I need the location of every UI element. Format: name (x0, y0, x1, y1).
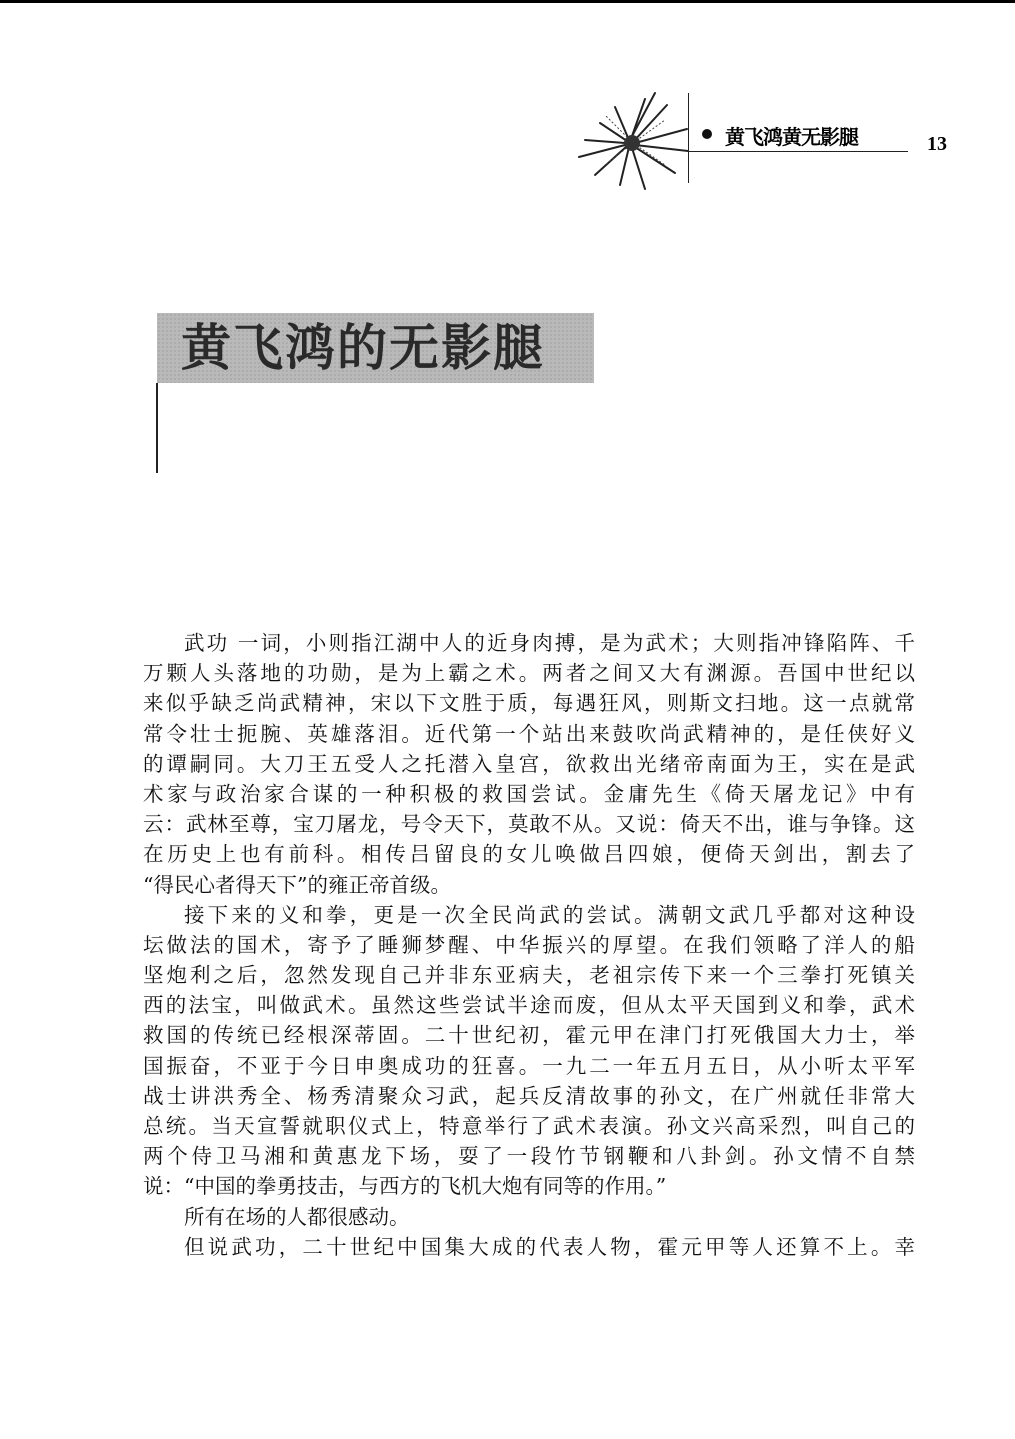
text-line: 武功 一词，小则指江湖中人的近身肉搏，是为武术；大则指冲锋陷阵、千 (184, 631, 915, 655)
text-line: 所有在场的人都很感动。 (184, 1204, 410, 1229)
text-line: 国振奋，不亚于今日申奥成功的狂喜。一九二一年五月五日，从小听太平军 (143, 1053, 915, 1078)
text-line: 接下来的义和拳，更是一次全民尚武的尝试。满朝文武几乎都对这种设 (184, 902, 915, 927)
header-horizontal-rule (688, 151, 908, 152)
text-line: 在历史上也有前科。相传吕留良的女儿唤做吕四娘，便倚天剑出，割去了 (143, 842, 915, 867)
paragraph (143, 900, 915, 1202)
paragraph (143, 628, 915, 900)
chapter-title-banner (157, 313, 594, 383)
body-text (143, 628, 915, 1262)
text-line: 坛做法的国术，寄予了睡狮梦醒、中华振兴的厚望。在我们领略了洋人的船 (143, 932, 915, 957)
paragraph (143, 1232, 915, 1262)
starburst-icon (575, 85, 695, 195)
text-line: 救国的传统已经根深蒂固。二十世纪初，霍元甲在津门打死俄国大力士，举 (143, 1023, 915, 1048)
text-line: 来似乎缺乏尚武精神，宋以下文胜于质，每遇狂风，则斯文扫地。这一点就常 (143, 691, 915, 716)
text-line: 坚炮利之后，忽然发现自己并非东亚病夫，老祖宗传下来一个三拳打死镇关 (143, 963, 915, 988)
text-line: 常令壮士扼腕、英雄落泪。近代第一个站出来鼓吹尚武精神的，是任侠好义 (143, 721, 915, 746)
text-line: 但说武功，二十世纪中国集大成的代表人物，霍元甲等人还算不上。幸 (184, 1234, 915, 1259)
text-line: 的谭嗣同。大刀王五受人之托潜入皇宫，欲救出光绪帝南面为王，实在是武 (143, 751, 915, 776)
text-line: 西的法宝，叫做武术。虽然这些尝试半途而废，但从太平天国到义和拳，武术 (143, 993, 915, 1018)
text-line: 总统。当天宣誓就职仪式上，特意举行了武术表演。孙文兴高采烈，叫自己的 (143, 1114, 915, 1138)
text-line: 万颗人头落地的功勋，是为上霸之术。两者之间又大有渊源。吾国中世纪以 (143, 661, 915, 686)
running-header-title: 黄飞鸿黄无影腿 (725, 125, 858, 149)
text-line: 云：武林至尊，宝刀屠龙，号令天下，莫敢不从。又说：倚天不出，谁与争锋。这 (143, 812, 915, 837)
text-line: 战士讲洪秀全、杨秀清聚众习武，起兵反清故事的孙文，在广州就任非常大 (143, 1083, 915, 1108)
bullet-icon (702, 129, 712, 139)
running-header (575, 85, 965, 195)
title-vertical-rule (156, 383, 158, 473)
text-line: 说：“中国的拳勇技击，与西方的飞机大炮有同等的作用。” (143, 1174, 667, 1199)
top-border-rule (0, 0, 1015, 3)
header-vertical-rule (688, 93, 689, 183)
page-number: 13 (927, 133, 947, 155)
paragraph (143, 1202, 915, 1232)
text-line: 两个侍卫马湘和黄惠龙下场，耍了一段竹节钢鞭和八卦剑。孙文情不自禁 (143, 1144, 915, 1169)
text-line: “得民心者得天下”的雍正帝首级。 (143, 872, 451, 897)
chapter-title: 黄飞鸿的无影腿 (181, 319, 545, 377)
text-line: 术家与政治家合谋的一种积极的救国尝试。金庸先生《倚天屠龙记》中有 (143, 781, 915, 806)
